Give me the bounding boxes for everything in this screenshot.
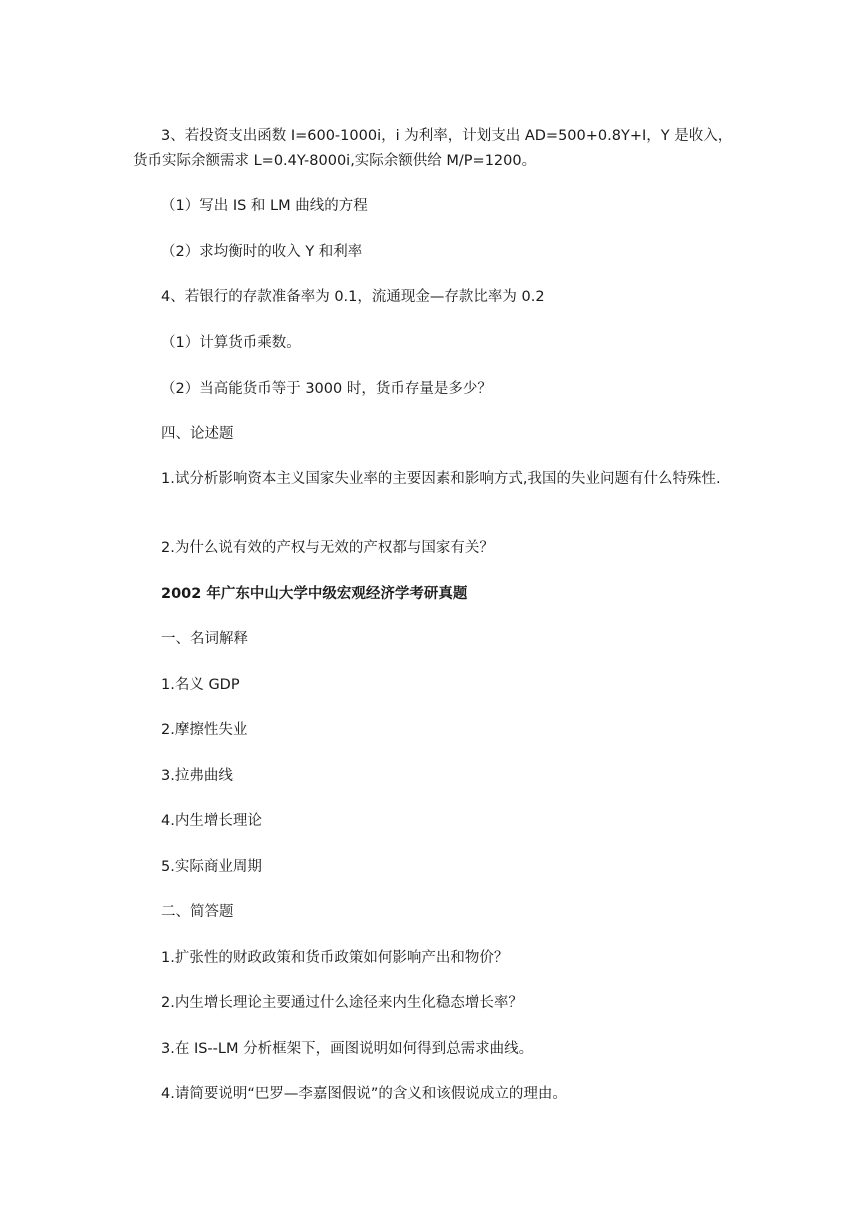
essay-question-1: 1.试分析影响资本主义国家失业率的主要因素和影响方式,我国的失业问题有什么特殊性. — [161, 471, 721, 487]
short-answer-question: 4.请简要说明“巴罗—李嘉图假说”的含义和该假说成立的理由。 — [161, 1086, 567, 1102]
short-answer-question: 3.在 IS--LM 分析框架下，画图说明如何得到总需求曲线。 — [161, 1041, 534, 1057]
question-3-part-1: （1）写出 IS 和 LM 曲线的方程 — [161, 198, 368, 214]
term-item: 4.内生增长理论 — [161, 813, 262, 829]
term-item: 2.摩擦性失业 — [161, 722, 248, 738]
question-4-part-1: （1）计算货币乘数。 — [161, 335, 301, 351]
short-answer-question: 2.内生增长理论主要通过什么途径来内生化稳态增长率？ — [161, 995, 523, 1011]
question-3: 3、若投资支出函数 I=600-1000i，i 为利率，计划支出 AD=500+0.8Y+I，Y 是收入，货币实际余额需求 L=0.4Y-8000i,实际余额供给 M/P=1200。 — [133, 128, 733, 169]
short-answer-question: 1.扩张性的财政政策和货币政策如何影响产出和物价？ — [161, 950, 509, 966]
question-4: 4、若银行的存款准备率为 0.1，流通现金—存款比率为 0.2 — [161, 289, 545, 305]
question-3-part-2: （2）求均衡时的收入 Y 和利率 — [161, 244, 363, 260]
section-heading-terms: 一、名词解释 — [161, 631, 248, 647]
term-item: 5.实际商业周期 — [161, 859, 262, 875]
question-4-part-2: （2）当高能货币等于 3000 时，货币存量是多少？ — [161, 381, 492, 397]
exam-title: 2002 年广东中山大学中级宏观经济学考研真题 — [161, 586, 468, 602]
section-heading-short-answer: 二、简答题 — [161, 904, 234, 920]
essay-question-2: 2.为什么说有效的产权与无效的产权都与国家有关？ — [161, 540, 494, 556]
section-heading-essay: 四、论述题 — [161, 426, 234, 442]
term-item: 1.名义 GDP — [161, 677, 240, 693]
term-item: 3.拉弗曲线 — [161, 768, 233, 784]
